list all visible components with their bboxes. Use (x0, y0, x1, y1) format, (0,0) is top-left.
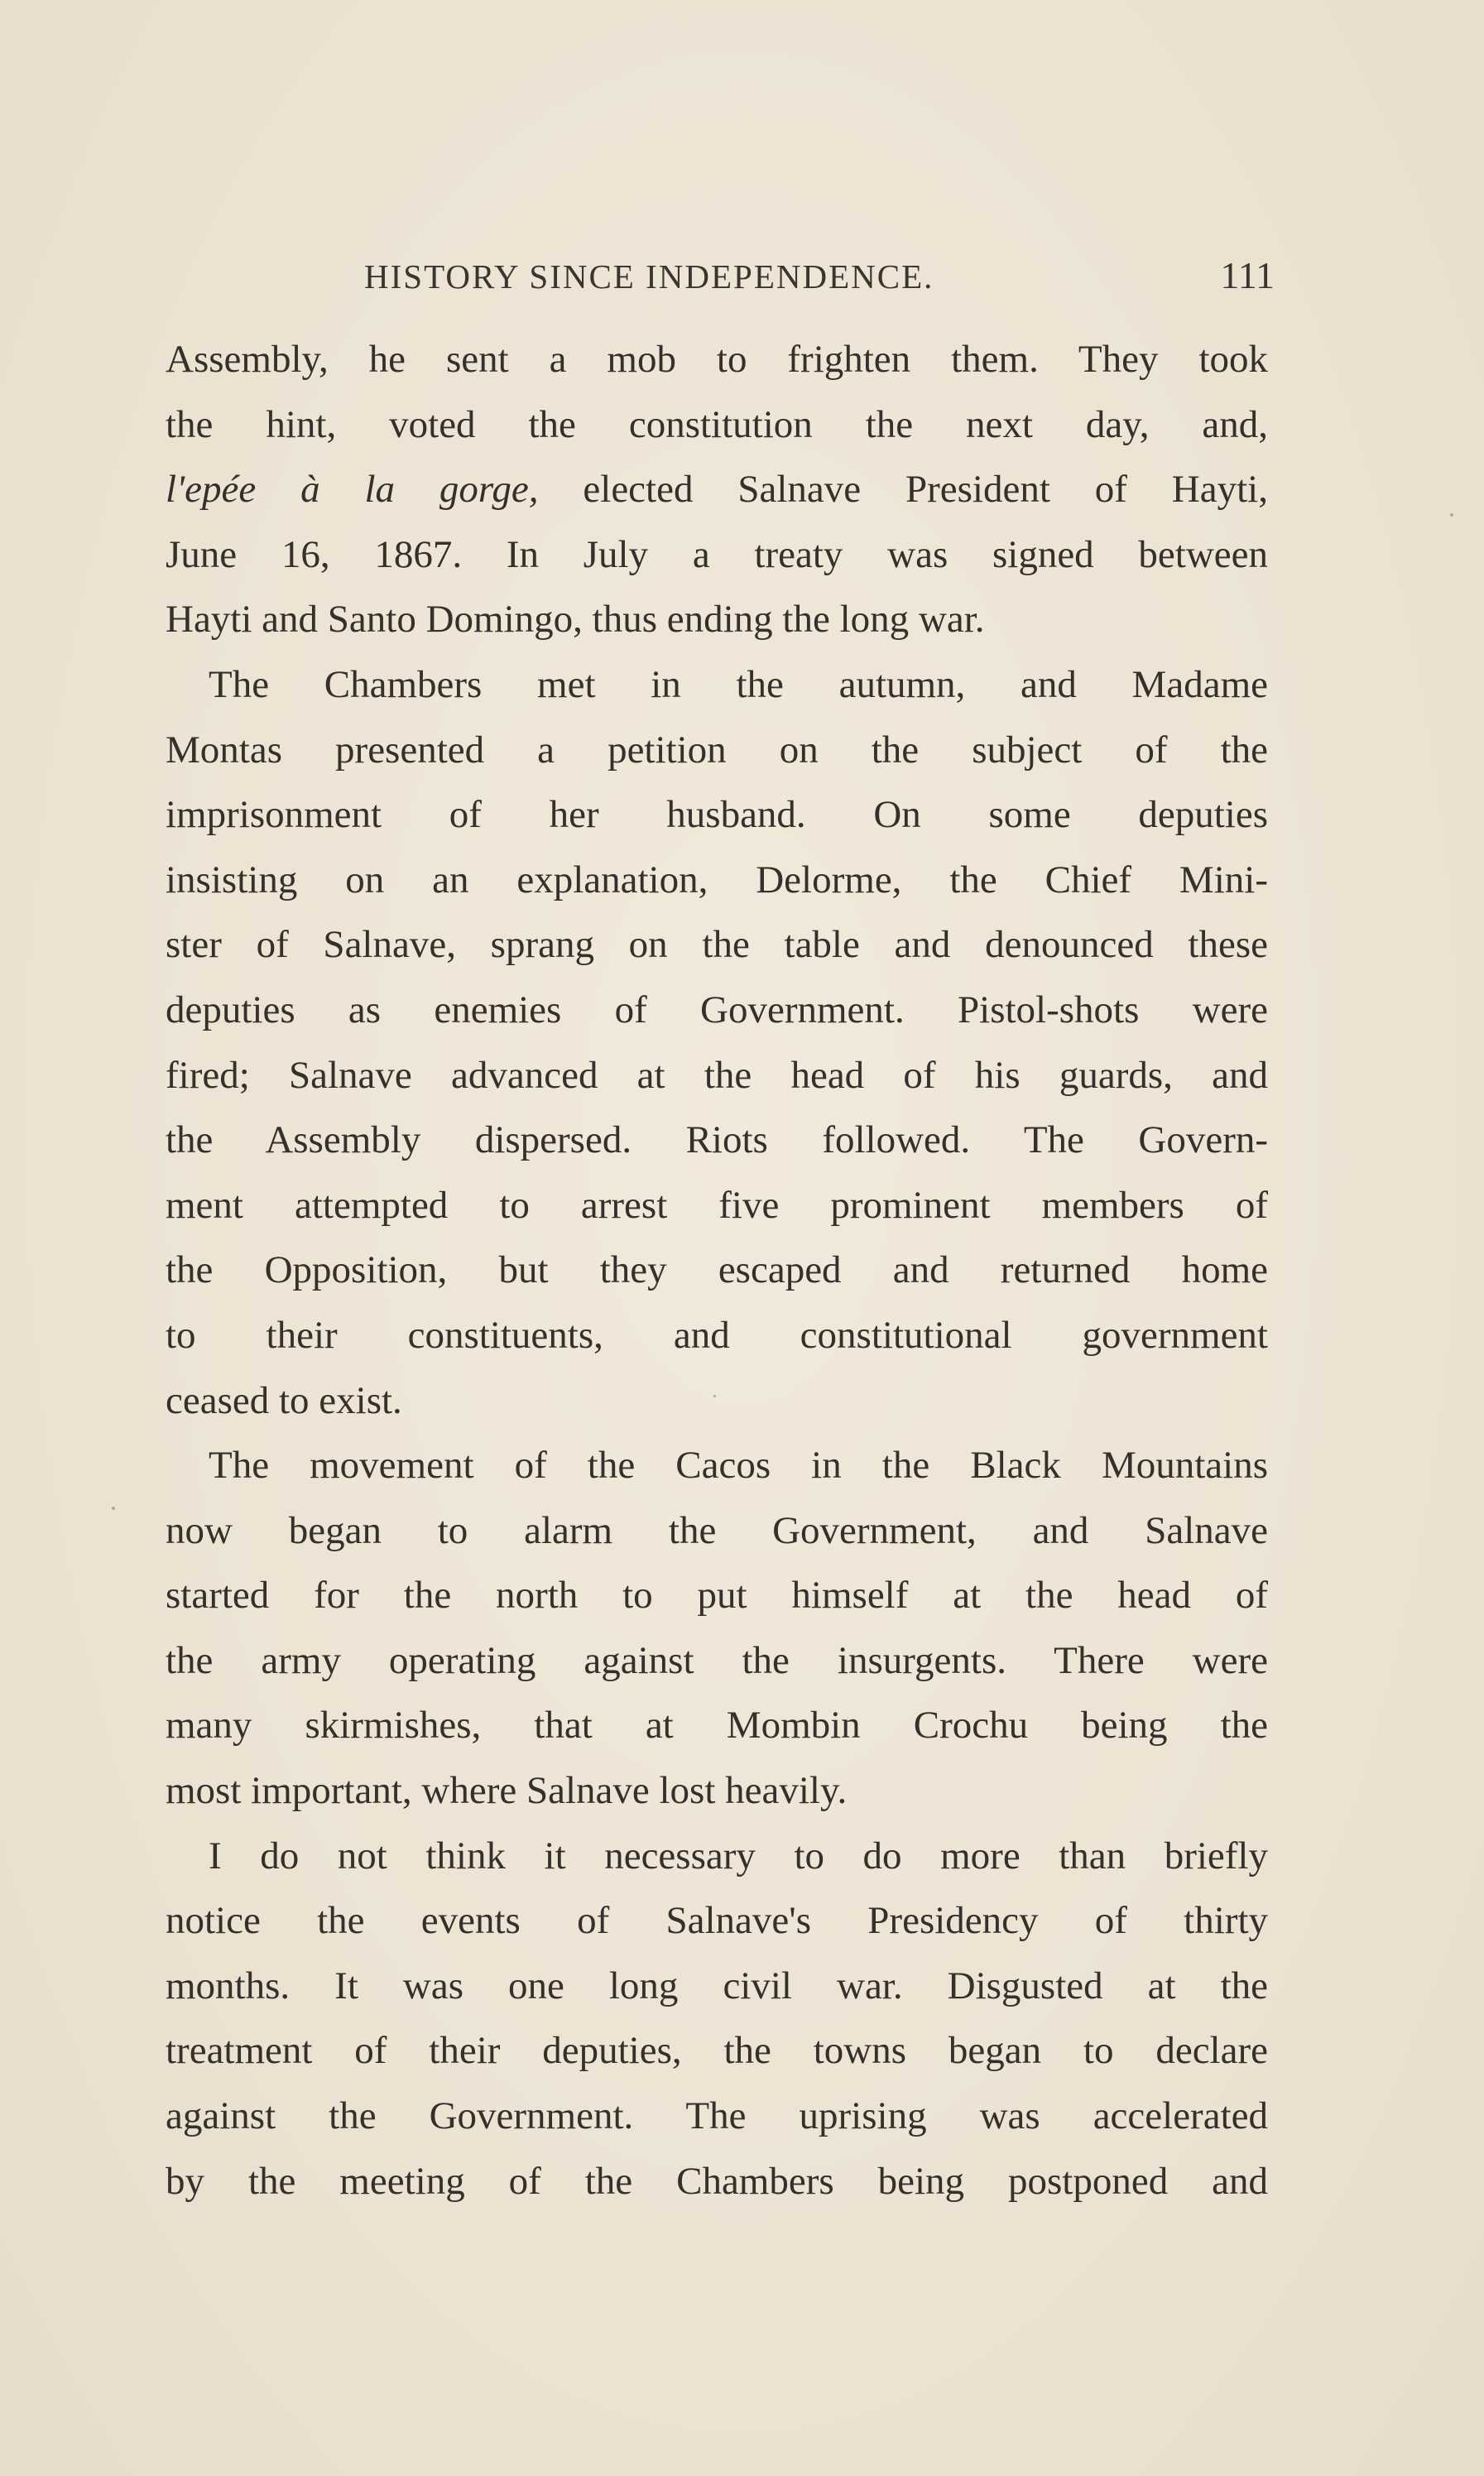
text-line: started for the north to put himself at the head of (166, 1574, 1268, 1618)
text-line: ment attempted to arrest five prominent members of (166, 1183, 1268, 1227)
running-head (166, 248, 1275, 315)
text-line: Hayti and Santo Domingo, thus ending the long war. (166, 598, 985, 642)
text-line: the Opposition, but they escaped and returned home (166, 1248, 1268, 1292)
text-line: insisting on an explanation, Delorme, the Chief Mini- (166, 858, 1268, 901)
paragraph-start-line: The movement of the Cacos in the Black Mountains (209, 1444, 1268, 1488)
paper-speck (713, 1395, 716, 1397)
text-line: many skirmishes, that at Mombin Crochu being the (166, 1704, 1268, 1748)
text-line: June 16, 1867. In July a treaty was signed between (166, 532, 1268, 576)
text-line: most important, where Salnave lost heavily. (166, 1769, 848, 1813)
text-line: by the meeting of the Chambers being postponed and (166, 2159, 1268, 2203)
italic-phrase: l'epée à la gorge, (166, 468, 539, 512)
text-line: now began to alarm the Government, and Salnave (166, 1508, 1268, 1552)
paragraph-start-line: The Chambers met in the autumn, and Madame (209, 662, 1268, 706)
paragraph-start-line: I do not think it necessary to do more than briefly (209, 1834, 1268, 1877)
body-text (166, 327, 1268, 2214)
text-line: the Assembly dispersed. Riots followed. The Govern- (166, 1118, 1268, 1162)
text-line: against the Government. The uprising was accelerated (166, 2094, 1268, 2138)
text-line: treatment of their deputies, the towns began to declare (166, 2029, 1268, 2073)
text-line: ster of Salnave, sprang on the table and denounced these (166, 923, 1268, 967)
text-line: ceased to exist. (166, 1378, 402, 1422)
text-line: the army operating against the insurgents. There were (166, 1638, 1268, 1682)
text-line: deputies as enemies of Government. Pistol-shots were (166, 988, 1268, 1031)
text-line: Montas presented a petition on the subject of the (166, 728, 1268, 772)
paper-speck (112, 1507, 115, 1510)
text-line: imprisonment of her husband. On some deputies (166, 793, 1268, 837)
paper-speck (1450, 513, 1453, 517)
text-line: to their constituents, and constitutional government (166, 1313, 1268, 1357)
text-line: Assembly, he sent a mob to frighten them. They took (166, 338, 1268, 381)
running-title: HISTORY SINCE INDEPENDENCE. (364, 257, 934, 296)
text-line: l'epée à la gorge, elected Salnave President of Hayti, (166, 468, 1268, 512)
text-line: the hint, voted the constitution the next day, and, (166, 402, 1268, 446)
text-line: notice the events of Salnave's Presidency of thirty (166, 1899, 1268, 1943)
text-line: months. It was one long civil war. Disgusted at the (166, 1964, 1268, 2007)
page-number: 111 (1220, 254, 1275, 296)
text-line: fired; Salnave advanced at the head of his guards, and (166, 1053, 1268, 1097)
